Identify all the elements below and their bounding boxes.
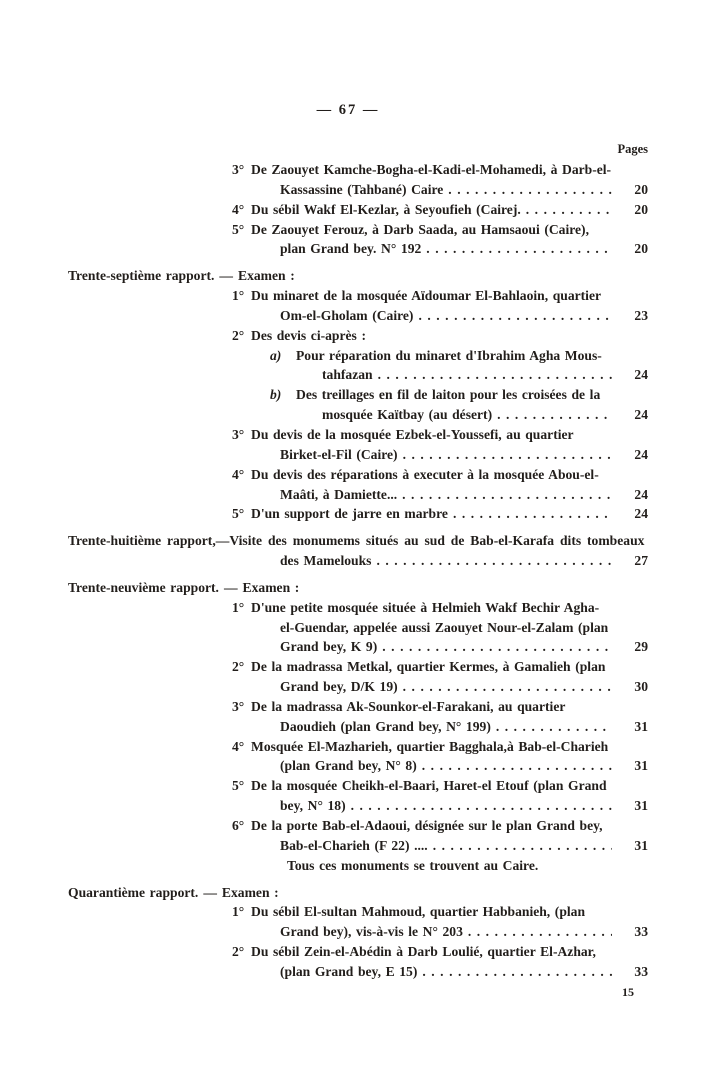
rapport-title: Trente-neuvième rapport. <box>68 579 219 595</box>
toc-line <box>68 962 648 982</box>
dot-leader <box>453 504 612 524</box>
entry-text: (plan Grand bey, N° 8) <box>280 758 417 774</box>
entry-text: des Mamelouks <box>280 553 372 569</box>
entry-page-number: 33 <box>634 924 648 940</box>
entry-page-number: 31 <box>634 718 648 734</box>
toc-line <box>68 551 648 571</box>
entry-number: 1° <box>232 599 245 615</box>
entry-text: D'une petite mosquée située à Helmieh Wakf Bechir Agha- <box>251 599 600 615</box>
dot-leader <box>448 180 612 200</box>
toc-line <box>68 677 648 697</box>
entry-text: Grand bey, K 9) <box>280 639 378 655</box>
entry-text: De la madrassa Ak-Sounkor-el-Farakani, au quartier <box>251 698 566 714</box>
dash-separator: — <box>219 268 234 284</box>
toc-line <box>68 504 648 524</box>
entry-text: De Zaouyet Kamche-Bogha-el-Kadi-el-Mohamedi, à Darb-el- <box>251 162 612 177</box>
toc-line <box>68 776 648 796</box>
toc-line <box>68 598 648 618</box>
toc-line <box>68 578 648 598</box>
entry-number: 3° <box>232 162 245 177</box>
dot-leader <box>497 405 612 425</box>
entry-text: De Zaouyet Ferouz, à Darb Saada, au Hamsaoui (Caire), <box>251 221 589 237</box>
pages-column-header: Pages <box>617 142 648 156</box>
toc-line <box>68 346 648 366</box>
entry-page-number: 30 <box>634 679 648 695</box>
entry-number: 5° <box>232 221 245 237</box>
dot-leader <box>526 200 612 220</box>
entry-text: De la porte Bab-el-Adaoui, désignée sur le plan Grand bey, <box>251 818 603 833</box>
rapport-text: Examen : <box>238 268 295 284</box>
dash-separator: — <box>203 884 217 900</box>
toc-line <box>68 531 690 551</box>
entry-text: (plan Grand bey, E 15) <box>280 963 418 979</box>
entry-text: Mosquée El-Mazharieh, quartier Bagghala,à Bab-el-Charieh <box>251 738 609 754</box>
toc-line <box>68 239 648 259</box>
entry-text: Bab-el-Charieh (F 22) .... <box>280 837 428 853</box>
entry-number: 4° <box>232 738 245 754</box>
entry-page-number: 24 <box>634 407 648 423</box>
dot-leader <box>426 239 612 259</box>
entry-text: Du minaret de la mosquée Aïdoumar El-Bahlaoin, quartier <box>251 288 602 304</box>
entry-text: De la madrassa Metkal, quartier Kermes, à Gamalieh (plan <box>251 659 606 675</box>
entry-text: plan Grand bey. N° 192 <box>280 241 422 257</box>
entry-text: Pour réparation du minaret d'Ibrahim Agha Mous- <box>296 347 602 363</box>
toc-line <box>68 200 648 220</box>
entry-text: Birket-el-Fil (Caire) <box>280 446 398 462</box>
entry-number: 1° <box>232 288 245 304</box>
rapport-text: Examen : <box>221 884 279 900</box>
toc-line <box>68 737 648 757</box>
entry-text: D'un support de jarre en marbre <box>251 506 448 522</box>
dot-leader <box>418 306 612 326</box>
entry-text: Daoudieh (plan Grand bey, N° 199) <box>280 718 491 734</box>
toc-line <box>68 816 648 836</box>
dot-leader <box>378 365 612 385</box>
entry-page-number: 24 <box>634 486 648 502</box>
rapport-title: Quarantième rapport. <box>68 884 199 900</box>
entry-number: 2° <box>232 944 245 960</box>
toc-line <box>68 445 648 465</box>
dash-separator: — <box>223 579 238 595</box>
signature-mark: 15 <box>622 984 634 999</box>
toc-line <box>68 717 648 737</box>
entry-text: Tous ces monuments se trouvent au Caire. <box>287 857 539 873</box>
dot-leader <box>433 836 612 856</box>
toc-line <box>68 902 648 922</box>
entry-text: Du devis des réparations à executer à la mosquée Abou-el- <box>251 466 599 482</box>
entry-number: 4° <box>232 201 245 217</box>
entry-number: 5° <box>232 506 245 522</box>
entry-page-number: 31 <box>634 837 648 853</box>
entry-page-number: 24 <box>634 446 648 462</box>
entry-number: 1° <box>232 904 245 920</box>
toc-line <box>68 180 648 200</box>
entry-number: a) <box>270 347 282 363</box>
dot-leader <box>496 717 612 737</box>
toc-line <box>68 697 648 717</box>
entry-page-number: 24 <box>634 506 648 522</box>
entry-text: tahfazan <box>322 367 373 383</box>
dot-leader <box>422 756 612 776</box>
toc-line <box>68 657 648 677</box>
entry-number: 2° <box>232 327 245 343</box>
entry-text: mosquée Kaïtbay (au désert) <box>322 407 493 423</box>
toc-line <box>68 465 648 485</box>
toc-line <box>68 385 648 405</box>
entry-page-number: 31 <box>634 758 648 774</box>
toc-line <box>68 883 648 903</box>
entry-text: Du sébil El-sultan Mahmoud, quartier Habbanieh, (plan <box>251 904 586 920</box>
toc-line <box>68 637 648 657</box>
entry-text: Om-el-Gholam (Caire) <box>280 307 414 323</box>
entry-page-number: 23 <box>634 307 648 323</box>
dot-leader <box>422 962 612 982</box>
dash-separator: — <box>215 533 230 549</box>
entry-text: Des treillages en fil de laiton pour les croisées de la <box>296 387 601 403</box>
entry-page-number: 24 <box>634 367 648 383</box>
toc-line <box>68 286 648 306</box>
dot-leader <box>403 445 612 465</box>
toc-line <box>68 756 648 776</box>
entry-number: 6° <box>232 818 245 833</box>
toc-line <box>68 220 648 240</box>
entry-number: 3° <box>232 698 245 714</box>
entry-page-number: 29 <box>634 639 648 655</box>
entry-page-number: 20 <box>634 181 648 197</box>
entry-text: Grand bey), vis-à-vis le N° 203 <box>280 924 463 940</box>
entry-page-number: 33 <box>634 963 648 979</box>
entry-text: De la mosquée Cheikh-el-Baari, Haret-el Etouf (plan Grand <box>251 778 607 794</box>
toc-line <box>68 618 648 638</box>
rapport-text: Visite des monumems situés au sud de Bab-el-Karafa dits tombeaux <box>229 533 645 549</box>
dot-leader <box>402 485 612 505</box>
toc-line <box>68 306 648 326</box>
entry-text: Du sébil Wakf El-Kezlar, à Seyoufieh (Cairej. <box>251 201 521 217</box>
entry-page-number: 20 <box>634 241 648 257</box>
entry-text: bey, N° 18) <box>280 798 346 814</box>
entry-number: 4° <box>232 466 245 482</box>
dot-leader <box>382 637 612 657</box>
entry-number: 3° <box>232 426 245 442</box>
toc-line <box>68 856 648 876</box>
toc-line <box>68 365 648 385</box>
rapport-title: Trente-septième rapport. <box>68 268 215 284</box>
rapport-text: Examen : <box>242 579 300 595</box>
entry-text: Maâti, à Damiette... <box>280 486 398 502</box>
entry-text: Grand bey, D/K 19) <box>280 679 398 695</box>
table-of-contents <box>68 160 648 982</box>
toc-line <box>68 266 648 286</box>
entry-text: el-Guendar, appelée aussi Zaouyet Nour-el-Zalam (plan <box>280 619 609 635</box>
toc-line <box>68 922 648 942</box>
page-content <box>68 100 648 1000</box>
entry-page-number: 20 <box>634 201 648 217</box>
entry-text: Du sébil Zein-el-Abédin à Darb Loulié, quartier El-Azhar, <box>251 944 596 960</box>
entry-number: b) <box>270 387 282 403</box>
dot-leader <box>468 922 612 942</box>
entry-number: 2° <box>232 659 245 675</box>
page-number: — 67 — <box>316 102 380 118</box>
entry-number: 5° <box>232 778 245 794</box>
dot-leader <box>376 551 612 571</box>
entry-text: Kassassine (Tahbané) Caire <box>280 181 444 197</box>
dot-leader <box>351 796 612 816</box>
entry-page-number: 31 <box>634 798 648 814</box>
toc-line <box>68 942 648 962</box>
toc-line <box>68 405 648 425</box>
toc-line <box>68 796 648 816</box>
toc-line <box>68 425 648 445</box>
toc-line <box>68 326 648 346</box>
toc-line <box>68 485 648 505</box>
toc-line <box>68 836 648 856</box>
entry-text: Du devis de la mosquée Ezbek-el-Youssefi, au quartier <box>251 426 574 442</box>
entry-page-number: 27 <box>634 553 648 569</box>
toc-line <box>68 160 648 180</box>
entry-text: Des devis ci-après : <box>251 327 366 343</box>
rapport-title: Trente-huitième rapport, <box>68 533 216 549</box>
dot-leader <box>403 677 612 697</box>
